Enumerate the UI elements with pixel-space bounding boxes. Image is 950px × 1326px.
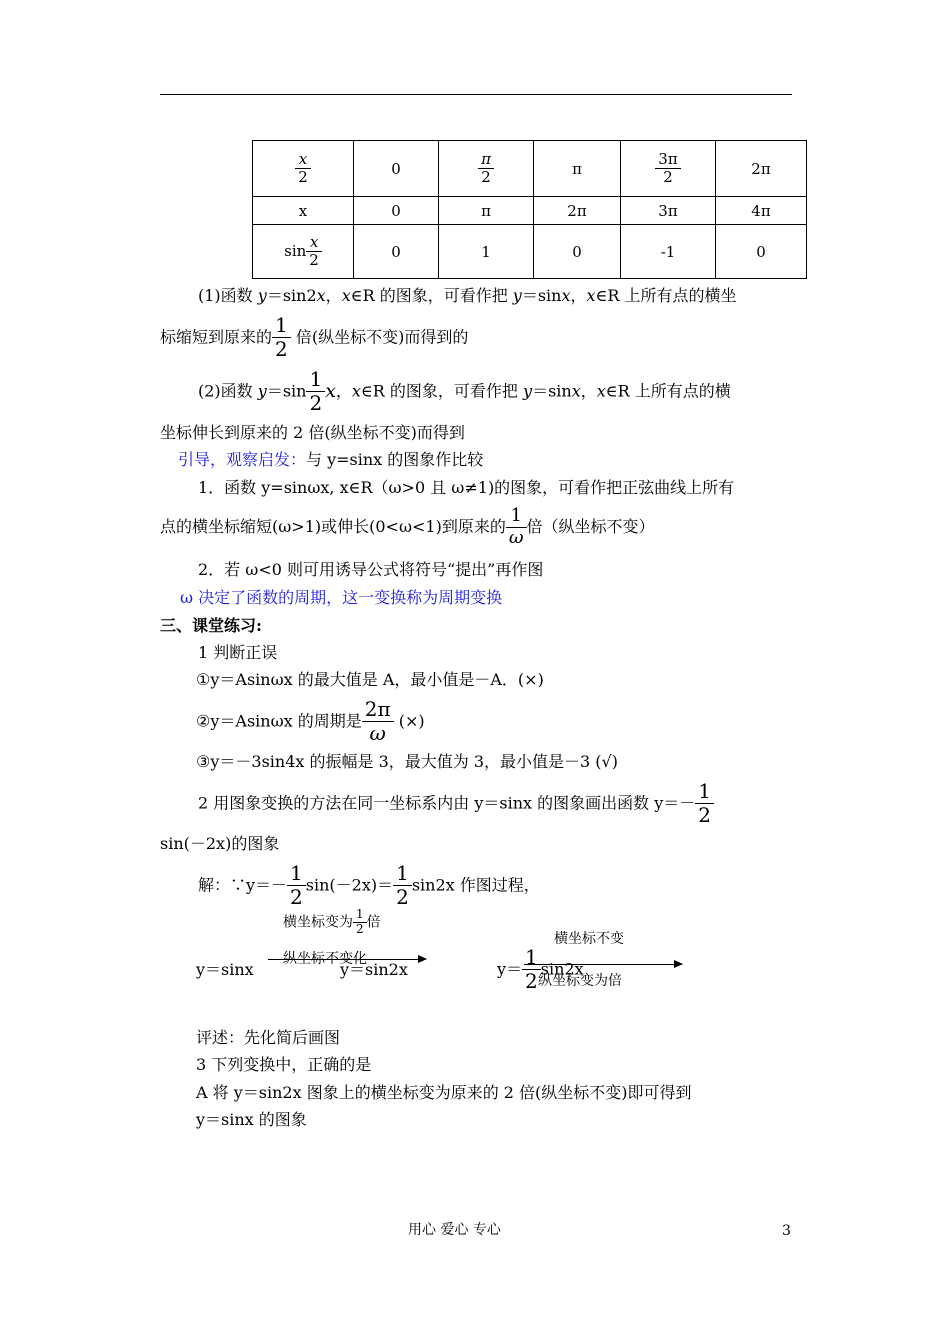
- table-cell: π: [439, 197, 534, 225]
- arrow-1-bottom-label: 纵坐标不变化: [283, 951, 367, 967]
- diagram-mid: y＝sin2x: [340, 960, 408, 979]
- table-cell: 2π: [534, 197, 621, 225]
- para-1-line-2: 标缩短到原来的 $\frac{1}{2}$ 倍(纵坐标不变)而得到的: [160, 313, 469, 361]
- table-cell: π: [534, 141, 621, 197]
- arrow-2-bottom-label: 纵坐标变为倍: [538, 973, 622, 989]
- table-row: [253, 225, 807, 279]
- table-cell: 0: [534, 225, 621, 279]
- ex-3-option-a-line-1: A 将 y＝sin2x 图象上的横坐标变为原来的 2 倍(纵坐标不变)即可得到: [196, 1083, 692, 1102]
- header-rule: [160, 94, 792, 95]
- diagram-start: y＝sinx: [196, 960, 254, 979]
- table-cell: 0: [354, 225, 439, 279]
- para-1-line-1: (1)函数 y＝sin2x，x∈R 的图象，可看作把 y＝sinx，x∈R 上所有点的横坐: [198, 286, 737, 305]
- arrow-2-top-label: 横坐标不变: [554, 931, 624, 947]
- ex-2-line-1: 2 用图象变换的方法在同一坐标系内由 y＝sinx 的图象画出函数 y＝－ $\frac{1}{2}$: [198, 780, 714, 827]
- ex-1-b: ②y＝Asinωx 的周期是 $\frac{2\pi}{\omega}$ (×): [196, 697, 425, 745]
- footer-slogan: 用心 爱心 专心: [408, 1222, 501, 1238]
- item-1-line-2: 点的横坐标缩短(ω>1)或伸长(0<ω<1)到原来的 $\frac{1}{\omega}$ 倍（纵坐标不变）: [160, 505, 655, 548]
- para-2-line-2: 坐标伸长到原来的 2 倍(纵坐标不变)而得到: [160, 423, 465, 442]
- values-table: [252, 140, 807, 279]
- table-row: [253, 141, 807, 197]
- table-cell: 3π: [621, 197, 716, 225]
- table-row-label: sin $\frac{x}{2}$: [253, 225, 354, 279]
- arrow-1-top-label: 横坐标变为 $\frac{1}{2}$ 倍: [283, 907, 381, 936]
- omega-note: ω 决定了函数的周期，这一变换称为周期变换: [180, 588, 503, 607]
- comment: 评述：先化简后画图: [196, 1028, 341, 1047]
- table-cell: -1: [621, 225, 716, 279]
- table-cell: 0: [354, 141, 439, 197]
- table-cell: 0: [354, 197, 439, 225]
- table-cell: $\frac{\pi}{2}$: [439, 141, 534, 197]
- table-row: [253, 197, 807, 225]
- diagram-end: y＝ $\frac{1}{2}$ sin2x: [497, 945, 584, 993]
- table-cell: 1: [439, 225, 534, 279]
- table-cell: 0: [716, 225, 807, 279]
- ex-1-a: ①y＝Asinωx 的最大值是 A，最小值是－A．(×): [196, 670, 544, 689]
- ex-3-title: 3 下列变换中，正确的是: [196, 1055, 372, 1074]
- item-1-line-1: 1．函数 y=sinωx, x∈R（ω>0 且 ω≠1)的图象，可看作把正弦曲线上所有: [198, 478, 735, 497]
- table-cell: 4π: [716, 197, 807, 225]
- para-2-line-1: (2)函数 y＝sin $\frac{1}{2}$ x，x∈R 的图象，可看作把 y＝sinx，x∈R 上所有点的横: [198, 367, 731, 415]
- page-number: 3: [782, 1223, 791, 1239]
- guide-line: 引导，观察启发：与 y=sinx 的图象作比较: [178, 450, 484, 469]
- table-row-label: x: [253, 197, 354, 225]
- ex-1-title: 1 判断正误: [198, 643, 278, 662]
- section-3-title: 三、课堂练习:: [160, 616, 262, 635]
- ex-1-c: ③y＝－3sin4x 的振幅是 3，最大值为 3，最小值是－3 (√): [196, 752, 618, 771]
- item-2: 2．若 ω<0 则可用诱导公式将符号“提出”再作图: [198, 560, 544, 579]
- table-cell: $\frac{3\pi}{2}$: [621, 141, 716, 197]
- ex-2-line-2: sin(－2x)的图象: [160, 834, 280, 853]
- ex-3-option-a-line-2: y＝sinx 的图象: [196, 1110, 307, 1129]
- table-row-label: $\frac{x}{2}$: [253, 141, 354, 197]
- ex-2-solution: 解：∵y＝－ $\frac{1}{2}$ sin(－2x)＝ $\frac{1}{2}$ sin2x 作图过程，: [198, 861, 540, 909]
- table-cell: 2π: [716, 141, 807, 197]
